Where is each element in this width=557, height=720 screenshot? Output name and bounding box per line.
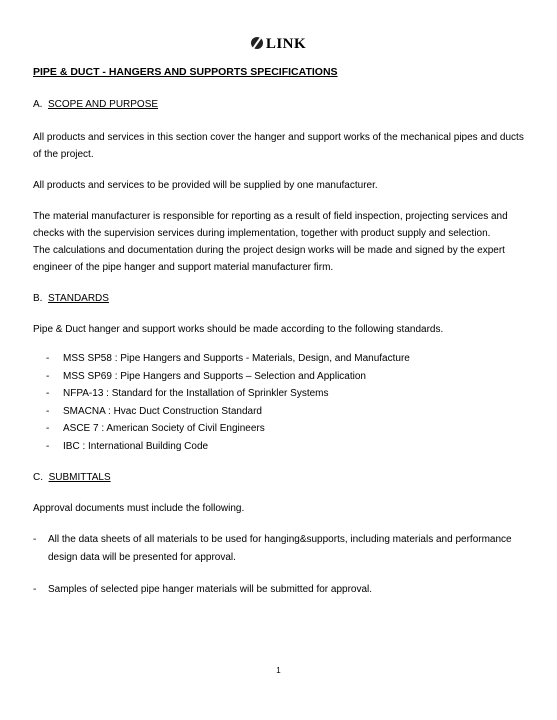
list-item: - MSS SP58 : Pipe Hangers and Supports - Materials, Design, and Manufacture [33, 350, 525, 368]
list-item: - MSS SP69 : Pipe Hangers and Supports – Selection and Application [33, 368, 525, 386]
section-a-paragraph-1: All products and services in this section cover the hanger and support works of the mechanical pipes and ducts of the project. [33, 132, 524, 160]
section-b-intro: Pipe & Duct hanger and support works should be made according to the following standards. [33, 324, 444, 335]
section-a-letter: A. [33, 99, 43, 110]
section-a-paragraph-4: The calculations and documentation during the project design works will be made and signed by the expert engineer of the pipe hanger and support material manufacturer firm. [33, 245, 505, 273]
list-item: - IBC : International Building Code [33, 438, 525, 456]
section-c-title: SUBMITTALS [48, 472, 111, 483]
list-item: - Samples of selected pipe hanger materials will be submitted for approval. [33, 581, 525, 599]
section-b-title: STANDARDS [48, 293, 109, 304]
list-item: - ASCE 7 : American Society of Civil Engineers [33, 420, 525, 438]
list-item: - NFPA-13 : Standard for the Installation of Sprinkler Systems [33, 385, 525, 403]
section-a-paragraph-2: All products and services to be provided will be supplied by one manufacturer. [33, 180, 378, 191]
submittals-list [33, 531, 525, 599]
standards-list [33, 350, 525, 455]
section-c-heading [33, 469, 525, 486]
link-logo-mark-icon [251, 37, 263, 49]
document-title: PIPE & DUCT - HANGERS AND SUPPORTS SPECIFICATIONS [33, 66, 338, 78]
page-number: 1 [276, 666, 281, 675]
section-a-paragraph-3: The material manufacturer is responsible for reporting as a result of field inspection, projecting services and checks with the supervision services during implementation, together with product supply and selection. [33, 211, 508, 239]
section-a-heading [33, 96, 525, 113]
logo-text: LINK [265, 36, 307, 52]
company-logo [0, 36, 557, 53]
section-a-title: SCOPE AND PURPOSE [48, 99, 159, 110]
section-c-letter: C. [33, 472, 43, 483]
document-body [33, 64, 525, 613]
list-item: - All the data sheets of all materials to be used for hanging&supports, including materials and performance design data will be presented for approval. [33, 531, 525, 567]
list-item: - SMACNA : Hvac Duct Construction Standard [33, 403, 525, 421]
section-b-heading [33, 290, 525, 307]
section-b-letter: B. [33, 293, 43, 304]
section-c-intro: Approval documents must include the following. [33, 503, 245, 514]
